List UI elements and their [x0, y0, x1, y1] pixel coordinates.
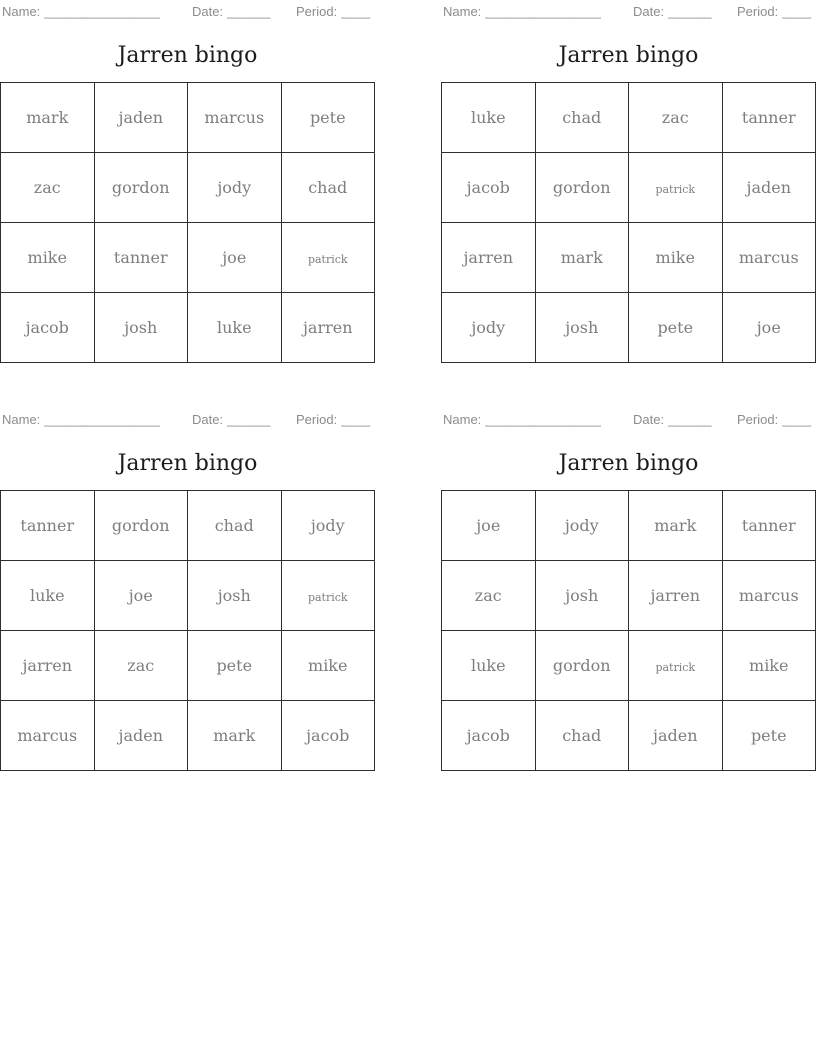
bingo-cell-text: chad: [214, 516, 254, 535]
bingo-cell-text: tanner: [20, 516, 75, 535]
bingo-cell: [442, 223, 536, 293]
name-label: Name:: [443, 412, 482, 427]
bingo-cell-text: marcus: [738, 248, 799, 267]
bingo-cell-text: mike: [655, 248, 695, 267]
bingo-cell: [722, 153, 816, 223]
bingo-row: [1, 153, 375, 223]
bingo-cell: [94, 153, 188, 223]
bingo-grid: [0, 490, 375, 771]
bingo-cell-text: pete: [750, 726, 787, 745]
bingo-row: [1, 561, 375, 631]
bingo-grid: [0, 82, 375, 363]
period-blank-line: ____: [341, 4, 371, 19]
bingo-cell-text: tanner: [113, 248, 168, 267]
period-blank-line: ____: [782, 4, 812, 19]
bingo-row: [1, 83, 375, 153]
bingo-cell-text: tanner: [741, 108, 796, 127]
bingo-cell-text: zac: [127, 656, 155, 675]
bingo-cell: [1, 631, 95, 701]
name-field: [443, 4, 633, 19]
bingo-cell: [188, 153, 282, 223]
bingo-card: [441, 408, 816, 771]
bingo-cell-text: pete: [657, 318, 694, 337]
bingo-cell: [188, 631, 282, 701]
bingo-cell: [1, 223, 95, 293]
bingo-cell-text: pete: [216, 656, 253, 675]
date-blank-line: ______: [227, 412, 271, 427]
bingo-cell-text: jody: [564, 516, 599, 535]
bingo-cell: [1, 561, 95, 631]
date-blank-line: ______: [227, 4, 271, 19]
bingo-cell: [281, 701, 375, 771]
name-label: Name:: [443, 4, 482, 19]
bingo-cell-text: mark: [213, 726, 256, 745]
date-label: Date:: [192, 412, 224, 427]
bingo-cell: [94, 631, 188, 701]
bingo-cell: [188, 561, 282, 631]
name-field: [2, 412, 192, 427]
date-label: Date:: [192, 4, 224, 19]
period-blank-line: ____: [782, 412, 812, 427]
bingo-cell-text: josh: [124, 318, 158, 337]
bingo-cell: [535, 631, 629, 701]
card-title: Jarren bingo: [117, 451, 258, 476]
bingo-cell: [94, 491, 188, 561]
bingo-grid: [441, 82, 816, 363]
date-field: [633, 4, 737, 19]
bingo-cell-text: luke: [470, 108, 506, 127]
bingo-cell: [188, 223, 282, 293]
bingo-row: [442, 83, 816, 153]
bingo-row: [442, 631, 816, 701]
bingo-cell: [281, 561, 375, 631]
bingo-cell-text: patrick: [307, 253, 348, 266]
bingo-cell: [94, 561, 188, 631]
bingo-cell: [442, 83, 536, 153]
bingo-cell-text: jaden: [652, 726, 698, 745]
bingo-cell-text: mike: [27, 248, 67, 267]
bingo-cell: [629, 153, 723, 223]
bingo-row: [1, 223, 375, 293]
bingo-cell: [722, 293, 816, 363]
bingo-card: [0, 408, 375, 771]
period-label: Period:: [296, 412, 338, 427]
date-blank-line: ______: [668, 4, 712, 19]
bingo-cell: [629, 561, 723, 631]
bingo-cell: [281, 83, 375, 153]
bingo-cell-text: pete: [309, 108, 346, 127]
bingo-cell-text: mike: [749, 656, 789, 675]
bingo-cell-text: chad: [308, 178, 348, 197]
bingo-cell: [722, 701, 816, 771]
bingo-cell: [1, 491, 95, 561]
bingo-cell-text: mark: [26, 108, 69, 127]
bingo-cell: [94, 701, 188, 771]
bingo-cell-text: joe: [476, 516, 501, 535]
bingo-cell-text: luke: [29, 586, 65, 605]
bingo-cell: [535, 491, 629, 561]
period-label: Period:: [296, 4, 338, 19]
bingo-cell: [442, 631, 536, 701]
bingo-cell: [535, 83, 629, 153]
bingo-cell: [281, 293, 375, 363]
bingo-cell: [188, 83, 282, 153]
bingo-cell: [1, 293, 95, 363]
bingo-cell-text: jaden: [746, 178, 791, 197]
bingo-cell: [629, 701, 723, 771]
bingo-cell-text: gordon: [552, 656, 611, 675]
bingo-cell: [1, 153, 95, 223]
name-blank-line: ________________: [485, 4, 601, 19]
name-blank-line: ________________: [485, 412, 601, 427]
bingo-cell: [188, 491, 282, 561]
bingo-cell: [281, 631, 375, 701]
bingo-cell-text: gordon: [111, 516, 170, 535]
period-blank-line: ____: [341, 412, 371, 427]
bingo-cell: [535, 293, 629, 363]
bingo-cell: [94, 293, 188, 363]
bingo-cell-text: zac: [661, 108, 689, 127]
bingo-cell-text: mark: [560, 248, 603, 267]
period-field: [737, 412, 816, 427]
bingo-cell-text: marcus: [738, 586, 799, 605]
bingo-cell-text: gordon: [552, 178, 611, 197]
bingo-cell-text: jaden: [118, 108, 163, 127]
bingo-row: [442, 223, 816, 293]
bingo-cell-text: josh: [217, 586, 251, 605]
bingo-cell: [442, 293, 536, 363]
bingo-cell: [629, 83, 723, 153]
period-label: Period:: [737, 4, 779, 19]
period-field: [737, 4, 816, 19]
date-field: [633, 412, 737, 427]
bingo-cell: [535, 701, 629, 771]
bingo-cell: [722, 83, 816, 153]
bingo-cell-text: zac: [474, 586, 502, 605]
bingo-cell: [442, 153, 536, 223]
bingo-cell-text: jacob: [25, 318, 69, 337]
bingo-row: [442, 561, 816, 631]
bingo-cell-text: zac: [33, 178, 61, 197]
bingo-cell: [1, 83, 95, 153]
bingo-cell-text: patrick: [307, 591, 348, 604]
name-label: Name:: [2, 4, 41, 19]
bingo-cell: [535, 153, 629, 223]
card-fields: [0, 412, 375, 427]
date-label: Date:: [633, 412, 665, 427]
bingo-cell: [94, 83, 188, 153]
card-fields: [441, 412, 816, 427]
bingo-cell: [188, 293, 282, 363]
bingo-row: [442, 293, 816, 363]
bingo-cell-text: jody: [217, 178, 252, 197]
name-field: [443, 412, 633, 427]
card-title: Jarren bingo: [117, 43, 258, 68]
bingo-cell-text: jody: [310, 516, 345, 535]
bingo-cell-text: jaden: [118, 726, 163, 745]
bingo-cell-text: mike: [308, 656, 348, 675]
bingo-cell: [722, 491, 816, 561]
date-blank-line: ______: [668, 412, 712, 427]
bingo-cell-text: jarren: [650, 586, 701, 605]
name-blank-line: ________________: [44, 412, 160, 427]
bingo-cell: [629, 223, 723, 293]
bingo-cell-text: jacob: [306, 726, 350, 745]
bingo-cell-text: joe: [222, 248, 247, 267]
bingo-cell-text: jacob: [466, 178, 510, 197]
bingo-cell-text: mark: [654, 516, 697, 535]
bingo-cell: [442, 491, 536, 561]
bingo-grid: [441, 490, 816, 771]
bingo-cell-text: gordon: [111, 178, 170, 197]
bingo-cell-text: joe: [756, 318, 781, 337]
bingo-cell: [535, 223, 629, 293]
bingo-row: [442, 153, 816, 223]
bingo-row: [442, 701, 816, 771]
name-label: Name:: [2, 412, 41, 427]
bingo-cell-text: josh: [565, 586, 599, 605]
bingo-row: [1, 631, 375, 701]
bingo-cell: [535, 561, 629, 631]
card-title: Jarren bingo: [558, 451, 699, 476]
bingo-cell: [1, 701, 95, 771]
bingo-row: [442, 491, 816, 561]
bingo-cell: [629, 293, 723, 363]
card-fields: [0, 4, 375, 19]
bingo-cell-text: jacob: [466, 726, 510, 745]
bingo-cell-text: jarren: [302, 318, 353, 337]
bingo-cell-text: jarren: [22, 656, 73, 675]
date-field: [192, 4, 296, 19]
period-field: [296, 412, 375, 427]
bingo-cell: [281, 153, 375, 223]
bingo-cell: [94, 223, 188, 293]
period-field: [296, 4, 375, 19]
bingo-row: [1, 293, 375, 363]
bingo-cell: [629, 631, 723, 701]
bingo-cell-text: jody: [471, 318, 506, 337]
bingo-cell: [442, 701, 536, 771]
bingo-cell-text: luke: [470, 656, 506, 675]
bingo-cell-text: luke: [216, 318, 252, 337]
period-label: Period:: [737, 412, 779, 427]
card-fields: [441, 4, 816, 19]
bingo-row: [1, 491, 375, 561]
bingo-cell: [629, 491, 723, 561]
name-field: [2, 4, 192, 19]
bingo-cell-text: jarren: [463, 248, 514, 267]
bingo-card: [0, 0, 375, 363]
bingo-cell-text: tanner: [741, 516, 796, 535]
bingo-cell: [722, 561, 816, 631]
bingo-cell-text: marcus: [17, 726, 78, 745]
bingo-cell-text: joe: [128, 586, 153, 605]
bingo-cell: [722, 631, 816, 701]
bingo-card: [441, 0, 816, 363]
card-title: Jarren bingo: [558, 43, 699, 68]
bingo-cell-text: patrick: [655, 661, 696, 674]
bingo-row: [1, 701, 375, 771]
bingo-cell: [188, 701, 282, 771]
bingo-cell-text: marcus: [204, 108, 265, 127]
bingo-cell: [722, 223, 816, 293]
bingo-cell-text: chad: [562, 726, 602, 745]
date-field: [192, 412, 296, 427]
bingo-cell: [281, 491, 375, 561]
bingo-cell: [281, 223, 375, 293]
bingo-cell-text: patrick: [655, 183, 696, 196]
name-blank-line: ________________: [44, 4, 160, 19]
bingo-cell-text: josh: [565, 318, 599, 337]
bingo-cell: [442, 561, 536, 631]
bingo-cell-text: chad: [562, 108, 602, 127]
date-label: Date:: [633, 4, 665, 19]
